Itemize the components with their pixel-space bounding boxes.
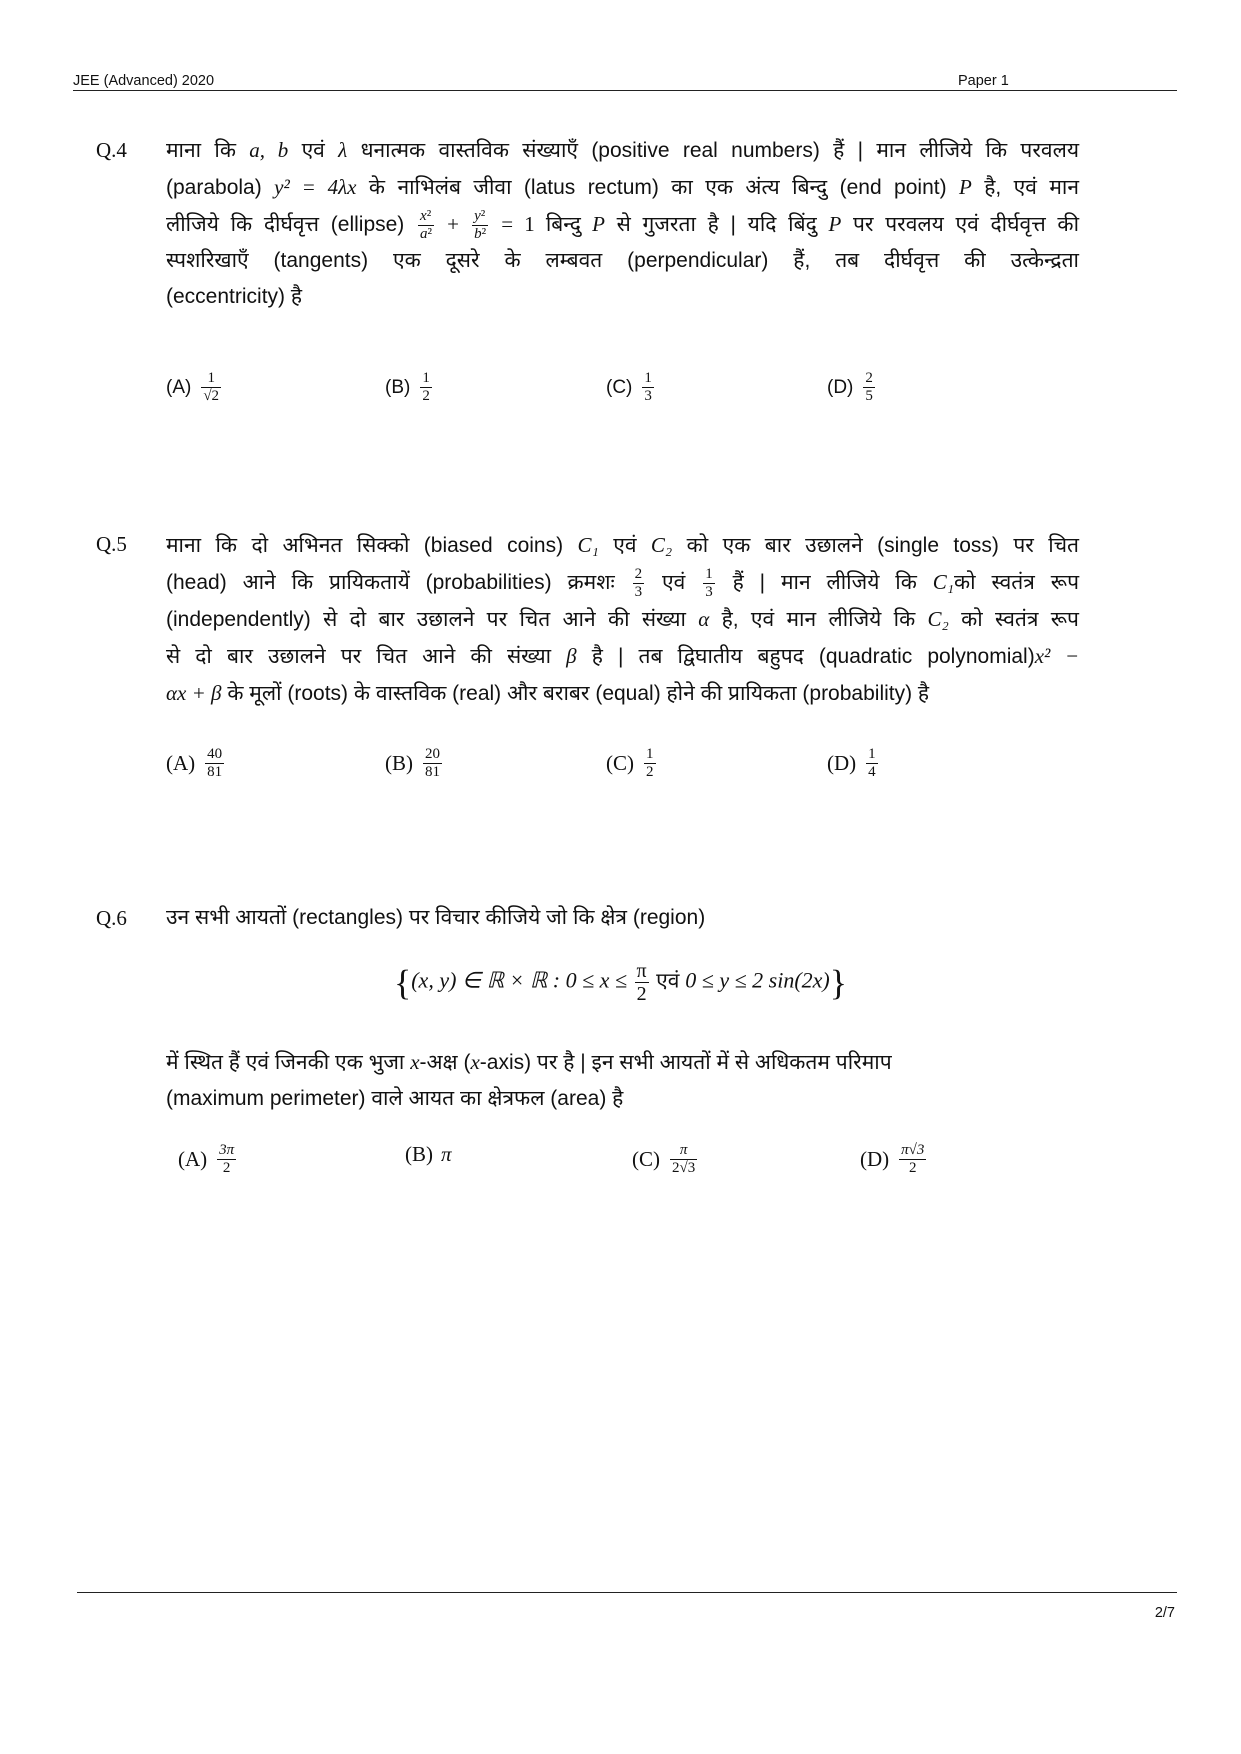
question-number: Q.6	[96, 906, 127, 930]
option-c[interactable]: (C) $\frac{1}{2}$	[606, 746, 654, 780]
option-d[interactable]: (D) $\frac{1}{4}$	[827, 746, 876, 780]
text-line: लीजिये कि दीर्घवृत्त (ellipse) $\frac{\text{x²}}{\text{a²}}$ + $\frac{\text{y²}}{\text{b²}}$ = 1 बिन्दु P से गुजरता है | यदि बिंदु P पर परवलय एवं दीर्घवृत्त की	[166, 207, 1080, 242]
ellipse-x-term: $\frac{\text{x²}}{\text{a²}}$	[420, 207, 433, 242]
option-d[interactable]: (D) $\frac{\pi√3}{2}$	[860, 1142, 925, 1176]
text-line: उन सभी आयतों (rectangles) पर विचार कीजिये जो कि क्षेत्र (region)	[166, 906, 706, 929]
option-d[interactable]: (D) $\frac{2}{5}$	[827, 370, 873, 404]
page-number: 2/7	[1154, 1605, 1175, 1621]
footer-divider	[77, 1592, 1177, 1593]
option-b[interactable]: (B) $\frac{20}{81}$	[385, 746, 440, 780]
region-equation: {(x, y) ∈ ℝ × ℝ : 0 ≤ x ≤ $\frac{\pi}{2}$ एवं 0 ≤ y ≤ 2 sin(2x)}	[393, 960, 848, 1005]
question-text	[166, 527, 1079, 712]
prob-c1: $\frac{2}{3}$	[634, 565, 643, 600]
ellipse-y-term: $\frac{\text{y²}}{\text{b²}}$	[474, 207, 487, 242]
text-line: स्पशरिखाएँ (tangents) एक दूसरे के लम्बवत (perpendicular) हैं, तब दीर्घवृत्त की उत्केन्द्रता	[166, 249, 1079, 272]
text-line: (maximum perimeter) वाले आयत का क्षेत्रफल (area) है	[166, 1087, 624, 1110]
question-number: Q.5	[96, 532, 127, 556]
option-a[interactable]: (A) $\frac{40}{81}$	[166, 746, 223, 780]
option-a[interactable]: (A) $\frac{3\pi}{2}$	[178, 1142, 235, 1176]
page-header	[73, 64, 1177, 91]
option-c[interactable]: (C) $\frac{\pi}{2√3}$	[632, 1142, 696, 1176]
text-line: (head) आने कि प्रायिकतायें (probabilities) क्रमशः $\frac{2}{3}$ एवं $\frac{1}{3}$ हैं | मान लीजिये कि C₁को स्वतंत्र रूप	[166, 565, 1079, 600]
text-line: माना कि दो अभिनत सिक्को (biased coins) C₁ एवं C₂ को एक बार उछालने (single toss) पर चित	[166, 533, 1079, 557]
text-line: αx + β के मूलों (roots) के वास्तविक (real) और बराबर (equal) होने की प्रायिकता (probability) है	[166, 681, 930, 705]
option-b[interactable]: (B) $\frac{1}{2}$	[385, 370, 430, 404]
options	[0, 1142, 1241, 1192]
prob-c2: $\frac{1}{3}$	[705, 565, 713, 600]
exam-title: JEE (Advanced) 2020	[73, 73, 215, 89]
paper-label: Paper 1	[958, 73, 1009, 89]
question-text	[166, 132, 1079, 315]
question-text-continued	[166, 1044, 1079, 1117]
text-line: माना कि a, b एवं λ धनात्मक वास्तविक संख्याएँ (positive real numbers) हैं | मान लीजिये कि परवलय	[166, 138, 1080, 162]
options	[0, 746, 1241, 796]
text-line: से दो बार उछालने पर चित आने की संख्या β है | तब द्विघातीय बहुपद (quadratic polynomial)x² −	[166, 644, 1080, 668]
text-line: (eccentricity) है	[166, 285, 303, 308]
option-c[interactable]: (C) $\frac{1}{3}$	[606, 370, 652, 404]
text-line: (parabola) y² = 4λx के नाभिलंब जीवा (latus rectum) का एक अंत्य बिन्दु (end point) P है, एवं मान	[166, 175, 1079, 199]
option-a[interactable]: (A) $\frac{1}{√2}$	[166, 370, 220, 404]
question-number: Q.4	[96, 138, 127, 162]
question-text	[166, 900, 1079, 936]
option-b[interactable]: (B) π	[405, 1142, 452, 1166]
text-line: (independently) से दो बार उछालने पर चित आने की संख्या α है, एवं मान लीजिये कि C₂ को स्वतंत्र रूप	[166, 607, 1079, 631]
text-line: में स्थित हैं एवं जिनकी एक भुजा x-अक्ष (x-axis) पर है | इन सभी आयतों में से अधिकतम परिमाप	[166, 1050, 892, 1074]
options	[0, 370, 1241, 420]
